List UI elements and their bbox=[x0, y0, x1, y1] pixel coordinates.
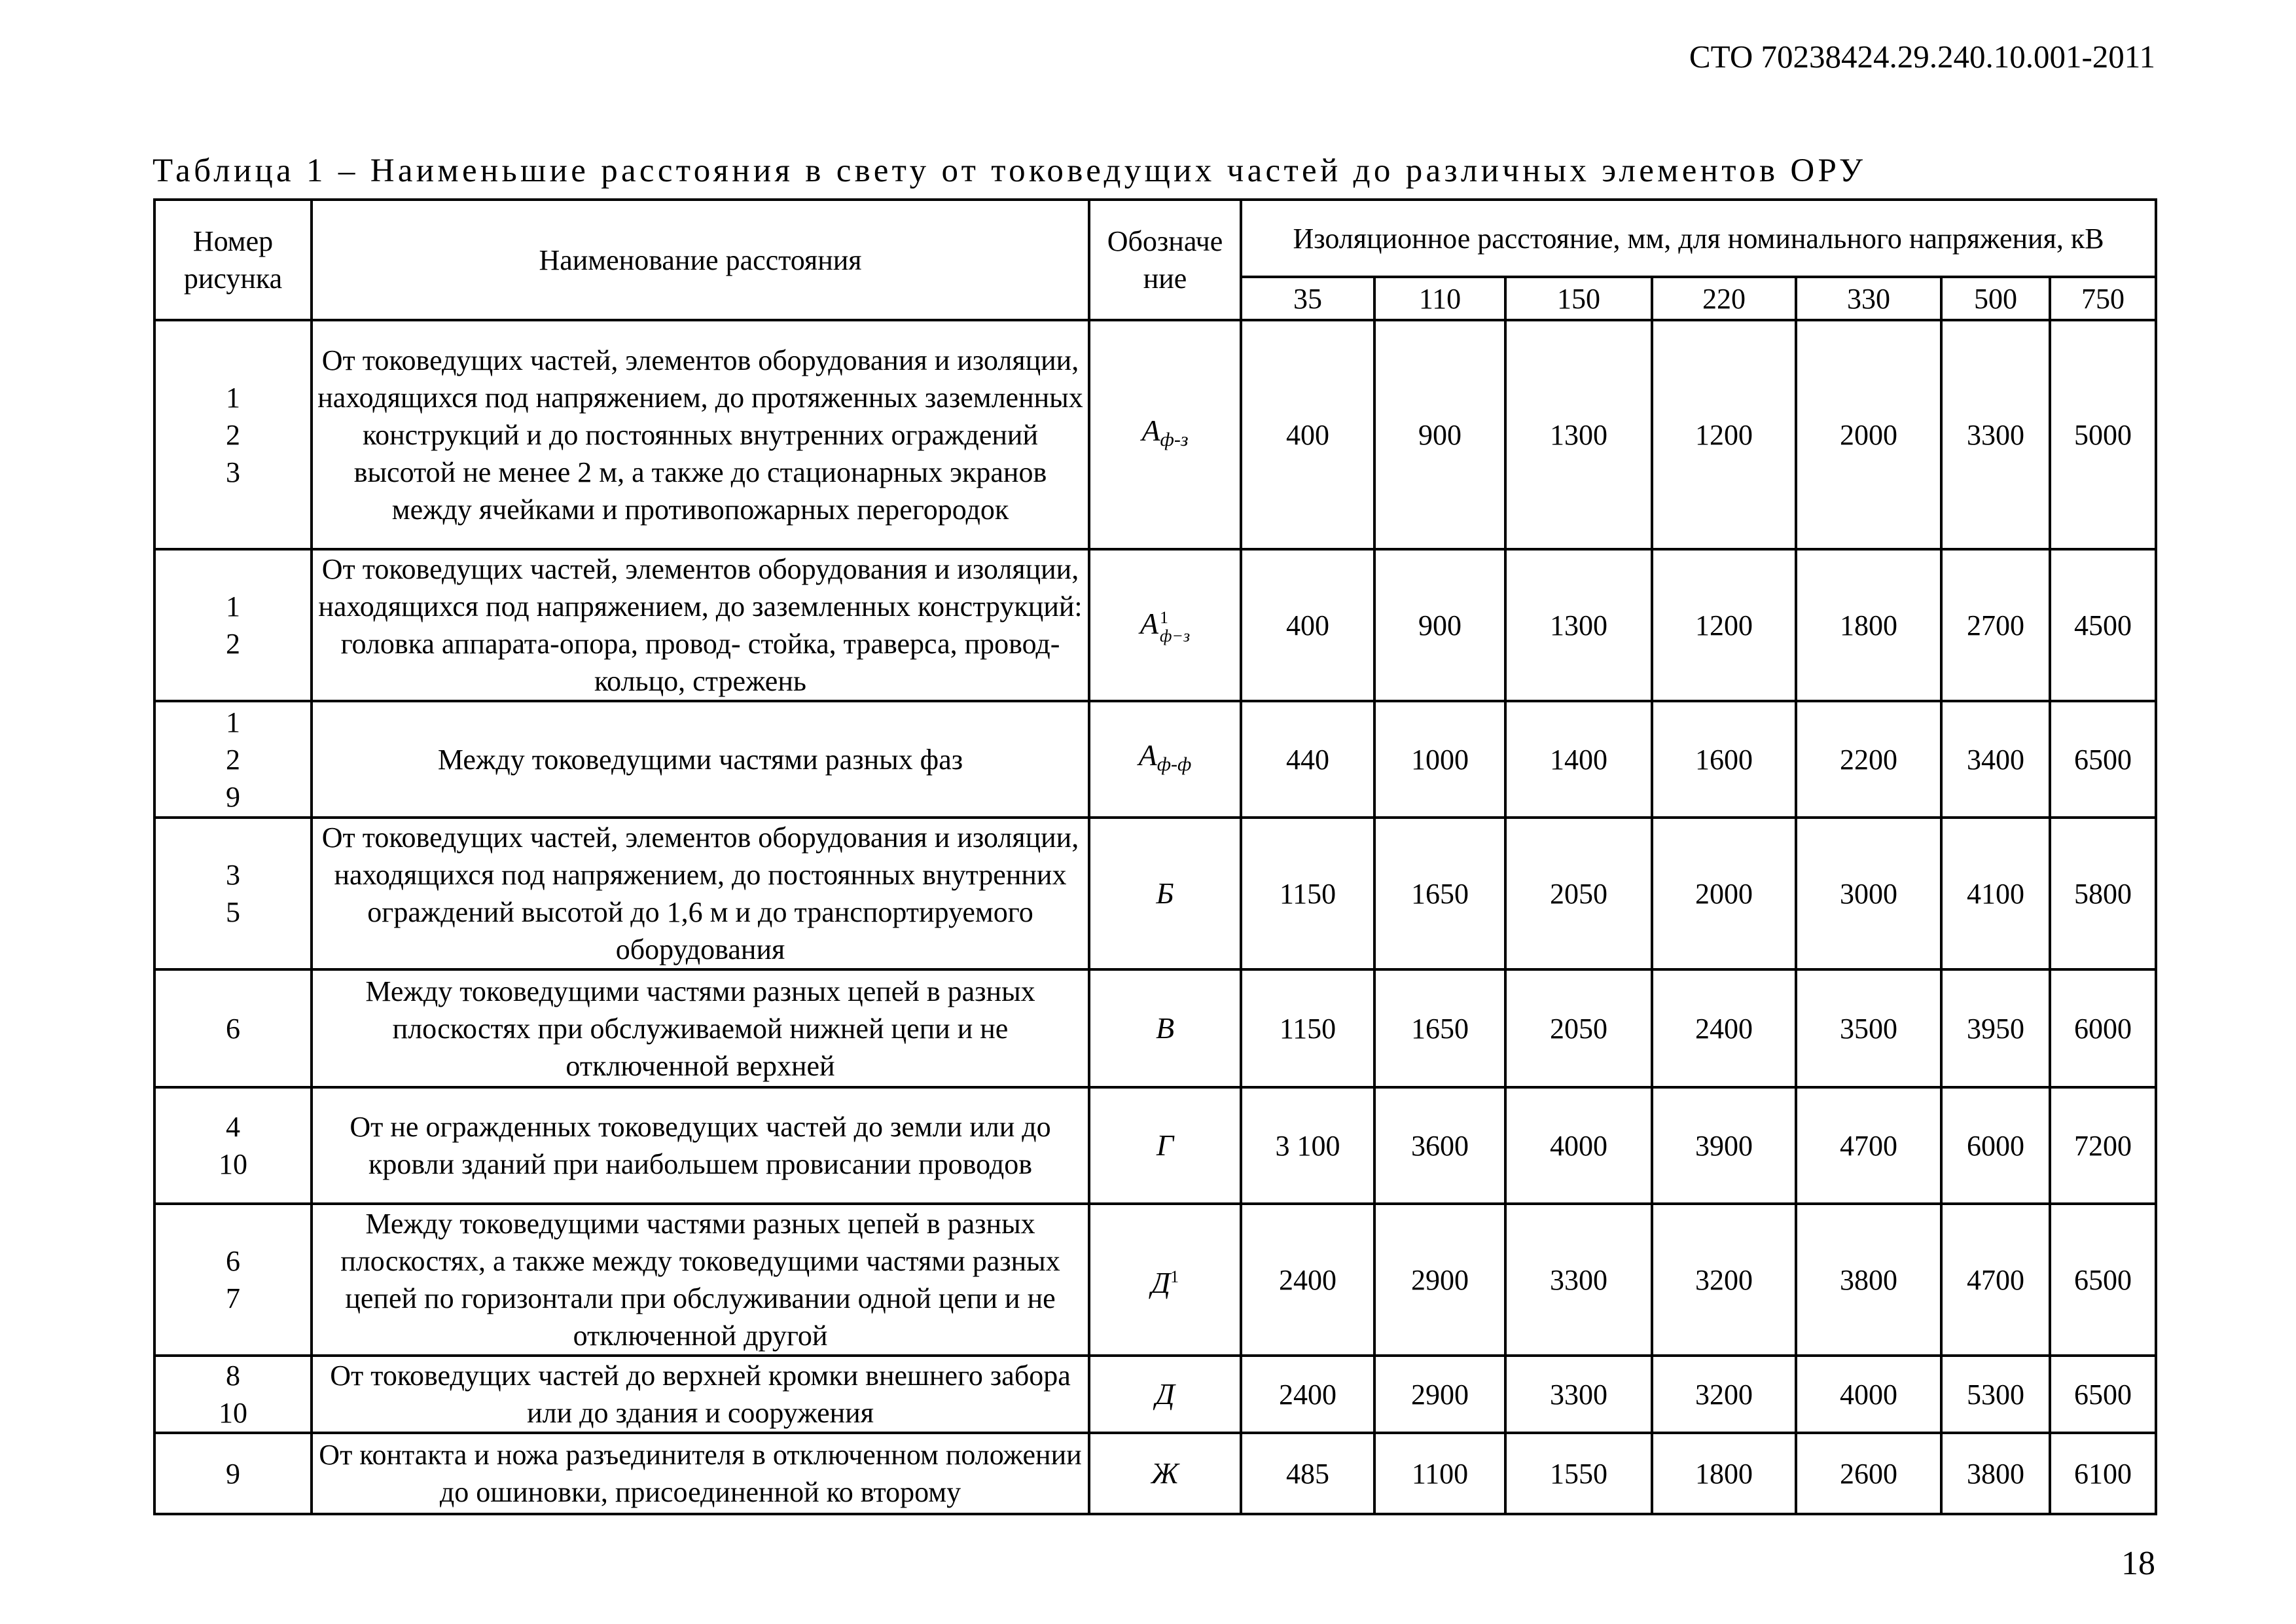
distance-value-cell: 3300 bbox=[1941, 320, 2050, 549]
symbol-base: Г bbox=[1156, 1128, 1174, 1162]
distance-name-cell: От токоведущих частей до верхней кромки внешнего забора или до здания и сооружения bbox=[312, 1356, 1089, 1433]
table-row bbox=[154, 701, 2156, 818]
distance-value-cell: 3500 bbox=[1796, 969, 1941, 1087]
table-row bbox=[154, 1204, 2156, 1356]
distance-value-cell: 3800 bbox=[1941, 1433, 2050, 1514]
distance-value-cell: 2400 bbox=[1241, 1204, 1374, 1356]
figure-numbers-cell bbox=[154, 549, 312, 701]
figure-number: 2 bbox=[226, 743, 240, 776]
designation-cell bbox=[1089, 1087, 1241, 1204]
designation-cell bbox=[1089, 549, 1241, 701]
symbol-base: В bbox=[1155, 1011, 1175, 1045]
distance-value-cell: 6500 bbox=[2050, 1356, 2156, 1433]
figure-numbers-cell bbox=[154, 320, 312, 549]
distance-value-cell: 1300 bbox=[1505, 549, 1652, 701]
figure-number: 8 bbox=[226, 1360, 240, 1392]
distance-value-cell: 2050 bbox=[1505, 818, 1652, 969]
page-number: 18 bbox=[2121, 1545, 2155, 1582]
distance-value-cell: 5800 bbox=[2050, 818, 2156, 969]
designation-cell bbox=[1089, 701, 1241, 818]
distance-value-cell: 2200 bbox=[1796, 701, 1941, 818]
designation-symbol bbox=[1155, 1377, 1174, 1411]
figure-number: 7 bbox=[226, 1282, 240, 1314]
distance-value-cell: 400 bbox=[1241, 549, 1374, 701]
distance-value-cell: 440 bbox=[1241, 701, 1374, 818]
table-body bbox=[154, 320, 2156, 1514]
header-name: Наименование расстояния bbox=[312, 200, 1089, 320]
distance-value-cell: 4000 bbox=[1505, 1087, 1652, 1204]
figure-number: 4 bbox=[226, 1111, 240, 1143]
distance-name-cell: От не огражденных токоведущих частей до земли или до кровли зданий при наибольшем провисании проводов bbox=[312, 1087, 1089, 1204]
distance-value-cell: 1650 bbox=[1374, 969, 1505, 1087]
designation-symbol bbox=[1156, 876, 1174, 910]
distance-name-cell: Между токоведущими частями разных цепей в разных плоскостях при обслуживаемой нижней цепи и не отключенной верхней bbox=[312, 969, 1089, 1087]
distance-value-cell: 1600 bbox=[1652, 701, 1796, 818]
symbol-base: А bbox=[1141, 413, 1160, 447]
figure-number: 10 bbox=[219, 1148, 247, 1180]
distance-name-cell: От токоведущих частей, элементов оборудования и изоляции, находящихся под напряжением, до постоянных внутренних ограждений высотой до 1,6 м и до транспортируемого оборудования bbox=[312, 818, 1089, 969]
header-insulation-distance: Изоляционное расстояние, мм, для номинального напряжения, кВ bbox=[1241, 200, 2156, 277]
designation-symbol bbox=[1156, 1011, 1174, 1045]
symbol-base: А bbox=[1138, 738, 1157, 772]
distance-value-cell: 1300 bbox=[1505, 320, 1652, 549]
distance-value-cell: 3800 bbox=[1796, 1204, 1941, 1356]
header-designation: Обозначе ние bbox=[1089, 200, 1241, 320]
figure-number: 6 bbox=[226, 1012, 240, 1045]
figure-number: 3 bbox=[226, 456, 240, 488]
distance-value-cell: 3400 bbox=[1941, 701, 2050, 818]
distance-value-cell: 4100 bbox=[1941, 818, 2050, 969]
distance-value-cell: 1200 bbox=[1652, 320, 1796, 549]
voltage-header-cell: 220 bbox=[1652, 277, 1796, 320]
distance-value-cell: 400 bbox=[1241, 320, 1374, 549]
figure-number: 1 bbox=[226, 706, 240, 738]
distance-value-cell: 1150 bbox=[1241, 818, 1374, 969]
distance-value-cell: 6000 bbox=[1941, 1087, 2050, 1204]
distance-value-cell: 1800 bbox=[1652, 1433, 1796, 1514]
header-figure-no: Номер рисунка bbox=[154, 200, 312, 320]
designation-symbol bbox=[1151, 1456, 1179, 1490]
distance-value-cell: 3200 bbox=[1652, 1356, 1796, 1433]
distance-value-cell: 1150 bbox=[1241, 969, 1374, 1087]
distance-value-cell: 1400 bbox=[1505, 701, 1652, 818]
distance-value-cell: 6500 bbox=[2050, 1204, 2156, 1356]
distance-value-cell: 2400 bbox=[1241, 1356, 1374, 1433]
distance-value-cell: 485 bbox=[1241, 1433, 1374, 1514]
distance-value-cell: 2600 bbox=[1796, 1433, 1941, 1514]
figure-number: 3 bbox=[226, 859, 240, 891]
table-row bbox=[154, 1356, 2156, 1433]
designation-cell bbox=[1089, 1356, 1241, 1433]
designation-cell bbox=[1089, 1204, 1241, 1356]
distance-value-cell: 3300 bbox=[1505, 1204, 1652, 1356]
voltage-header-cell: 330 bbox=[1796, 277, 1941, 320]
distance-value-cell: 2050 bbox=[1505, 969, 1652, 1087]
figure-number: 9 bbox=[226, 1457, 240, 1490]
distance-value-cell: 3300 bbox=[1505, 1356, 1652, 1433]
figure-numbers-cell bbox=[154, 1087, 312, 1204]
symbol-base: Д bbox=[1151, 1265, 1171, 1299]
distance-value-cell: 2400 bbox=[1652, 969, 1796, 1087]
distance-value-cell: 1100 bbox=[1374, 1433, 1505, 1514]
figure-numbers-cell bbox=[154, 818, 312, 969]
designation-symbol bbox=[1141, 413, 1189, 450]
distance-value-cell: 1550 bbox=[1505, 1433, 1652, 1514]
figure-number: 9 bbox=[226, 780, 240, 813]
symbol-subscript: ф-ф bbox=[1157, 753, 1192, 775]
distance-value-cell: 1000 bbox=[1374, 701, 1505, 818]
table-row bbox=[154, 818, 2156, 969]
distance-name-cell: От токоведущих частей, элементов оборудования и изоляции, находящихся под напряжением, до протяженных заземленных конструкций и до постоянных внутренних ограждений высотой не менее 2 м, а также до стационарных экранов между ячейками и противопожарных перегородок bbox=[312, 320, 1089, 549]
distance-value-cell: 4700 bbox=[1796, 1087, 1941, 1204]
figure-numbers-cell bbox=[154, 1356, 312, 1433]
designation-symbol bbox=[1151, 1266, 1179, 1299]
table-row bbox=[154, 549, 2156, 701]
figure-numbers-cell bbox=[154, 969, 312, 1087]
distance-value-cell: 3 100 bbox=[1241, 1087, 1374, 1204]
distances-table bbox=[153, 198, 2157, 1515]
symbol-base: Д bbox=[1155, 1377, 1175, 1411]
distance-value-cell: 900 bbox=[1374, 549, 1505, 701]
symbol-base: Ж bbox=[1151, 1456, 1179, 1490]
designation-symbol bbox=[1139, 607, 1191, 645]
designation-cell bbox=[1089, 969, 1241, 1087]
distance-value-cell: 3950 bbox=[1941, 969, 2050, 1087]
distance-value-cell: 6000 bbox=[2050, 969, 2156, 1087]
distance-value-cell: 5300 bbox=[1941, 1356, 2050, 1433]
voltage-header-cell: 750 bbox=[2050, 277, 2156, 320]
symbol-subscript: ф−з bbox=[1159, 626, 1191, 645]
symbol-superscript: 1 bbox=[1170, 1267, 1179, 1286]
voltage-header-cell: 35 bbox=[1241, 277, 1374, 320]
figure-number: 10 bbox=[219, 1397, 247, 1429]
figure-number: 2 bbox=[226, 628, 240, 660]
figure-number: 6 bbox=[226, 1245, 240, 1277]
figure-number: 1 bbox=[226, 590, 240, 623]
distance-name-cell: От токоведущих частей, элементов оборудования и изоляции, находящихся под напряжением, до заземленных конструкций: головка аппарата-опора, провод- стойка, траверса, провод-кольцо, стрежень bbox=[312, 549, 1089, 701]
distance-value-cell: 3600 bbox=[1374, 1087, 1505, 1204]
voltage-header-cell: 500 bbox=[1941, 277, 2050, 320]
distance-value-cell: 4500 bbox=[2050, 549, 2156, 701]
designation-cell bbox=[1089, 1433, 1241, 1514]
distance-value-cell: 3000 bbox=[1796, 818, 1941, 969]
distance-value-cell: 4000 bbox=[1796, 1356, 1941, 1433]
distance-value-cell: 3200 bbox=[1652, 1204, 1796, 1356]
distance-value-cell: 5000 bbox=[2050, 320, 2156, 549]
distance-value-cell: 7200 bbox=[2050, 1087, 2156, 1204]
figure-numbers-cell bbox=[154, 701, 312, 818]
designation-cell bbox=[1089, 818, 1241, 969]
symbol-base: А bbox=[1139, 607, 1158, 641]
table-row bbox=[154, 320, 2156, 549]
distance-value-cell: 900 bbox=[1374, 320, 1505, 549]
figure-number: 1 bbox=[226, 381, 240, 414]
distance-value-cell: 2000 bbox=[1796, 320, 1941, 549]
distance-name-cell: От контакта и ножа разъединителя в отключенном положении до ошиновки, присоединенной ко второму bbox=[312, 1433, 1089, 1514]
figure-numbers-cell bbox=[154, 1204, 312, 1356]
distance-value-cell: 2900 bbox=[1374, 1204, 1505, 1356]
table-caption: Таблица 1 – Наименьшие расстояния в свету от токоведущих частей до различных элементов ОРУ bbox=[152, 153, 1867, 189]
distance-value-cell: 4700 bbox=[1941, 1204, 2050, 1356]
distance-value-cell: 3900 bbox=[1652, 1087, 1796, 1204]
distance-value-cell: 2000 bbox=[1652, 818, 1796, 969]
table-row bbox=[154, 1087, 2156, 1204]
distance-value-cell: 6500 bbox=[2050, 701, 2156, 818]
figure-numbers-cell bbox=[154, 1433, 312, 1514]
distance-value-cell: 2700 bbox=[1941, 549, 2050, 701]
symbol-subscript: ф-з bbox=[1160, 428, 1189, 450]
distance-value-cell: 1650 bbox=[1374, 818, 1505, 969]
document-code: СТО 70238424.29.240.10.001-2011 bbox=[1689, 39, 2155, 75]
designation-symbol bbox=[1138, 738, 1192, 775]
distance-name-cell: Между токоведущими частями разных цепей в разных плоскостях, а также между токоведущими частями разных цепей по горизонтали при обслуживании одной цепи и не отключенной другой bbox=[312, 1204, 1089, 1356]
distance-value-cell: 6100 bbox=[2050, 1433, 2156, 1514]
distance-name-cell: Между токоведущими частями разных фаз bbox=[312, 701, 1089, 818]
voltage-header-cell: 110 bbox=[1374, 277, 1505, 320]
figure-number: 5 bbox=[226, 896, 240, 928]
table-row bbox=[154, 969, 2156, 1087]
distance-value-cell: 1800 bbox=[1796, 549, 1941, 701]
distance-value-cell: 1200 bbox=[1652, 549, 1796, 701]
table-row bbox=[154, 1433, 2156, 1514]
symbol-base: Б bbox=[1156, 876, 1174, 910]
symbol-superscript: 1 bbox=[1159, 607, 1168, 627]
designation-cell bbox=[1089, 320, 1241, 549]
voltage-header-cell: 150 bbox=[1505, 277, 1652, 320]
designation-symbol bbox=[1157, 1128, 1174, 1162]
distance-value-cell: 2900 bbox=[1374, 1356, 1505, 1433]
figure-number: 2 bbox=[226, 418, 240, 451]
